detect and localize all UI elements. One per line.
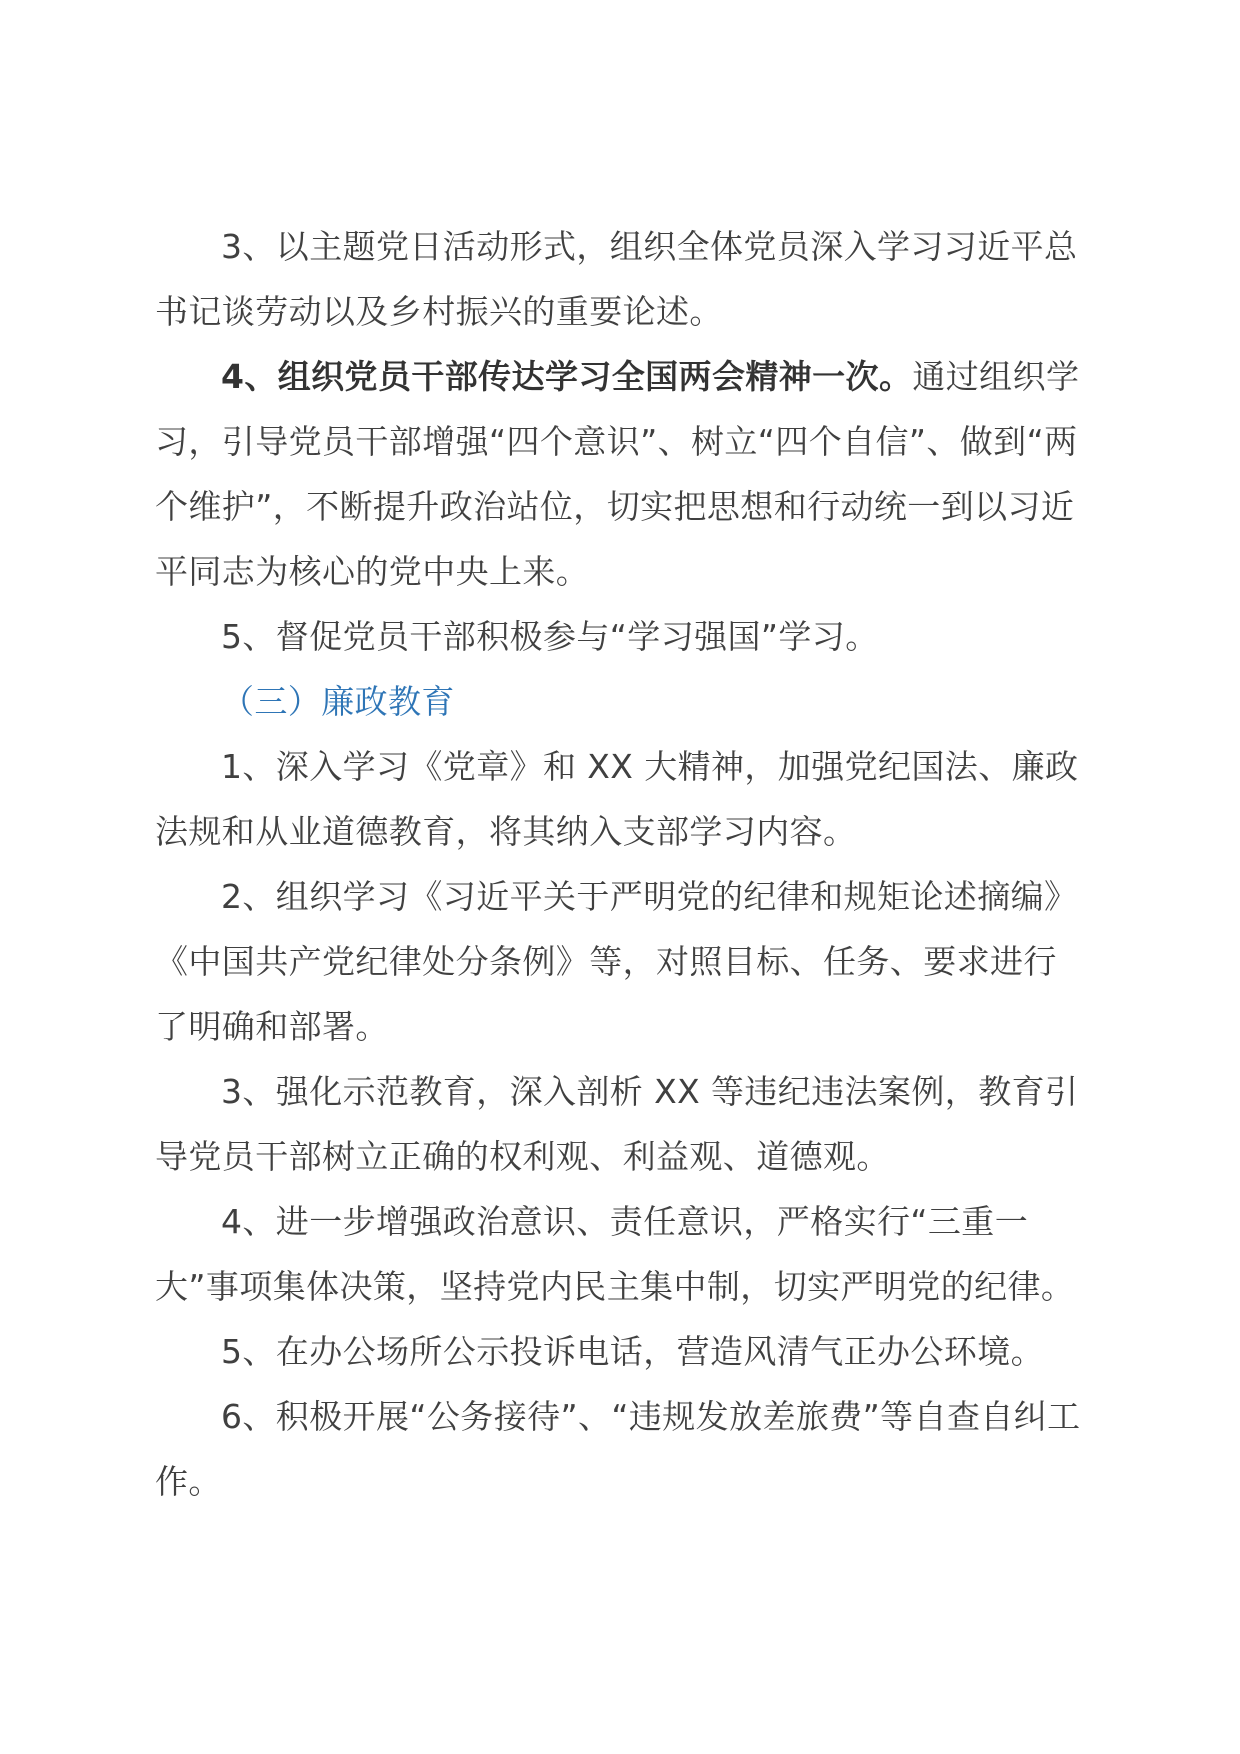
paragraph-bold-lead: 4、组织党员干部传达学习全国两会精神一次。 (221, 357, 913, 396)
document-body (155, 214, 1085, 1514)
paragraph-integrity-item-3 (155, 1059, 1085, 1189)
paragraph-text: 2、组织学习《习近平关于严明党的纪律和规矩论述摘编》《中国共产党纪律处分条例》等，对照目标、任务、要求进行了明确和部署。 (155, 877, 1078, 1046)
paragraph-text: 5、督促党员干部积极参与“学习强国”学习。 (221, 617, 879, 656)
paragraph-text: 5、在办公场所公示投诉电话，营造风清气正办公环境。 (221, 1332, 1044, 1371)
paragraph-text: 通过组织学习，引导党员干部增强“四个意识”、树立“四个自信”、做到“两个维护”，不断提升政治站位，切实把思想和行动统一到以习近平同志为核心的党中央上来。 (155, 357, 1080, 591)
paragraph-integrity-item-6 (155, 1384, 1085, 1514)
section-heading-text: （三）廉政教育 (221, 682, 455, 721)
paragraph-integrity-item-1 (155, 734, 1085, 864)
paragraph-text: 4、进一步增强政治意识、责任意识，严格实行“三重一大”事项集体决策，坚持党内民主集中制，切实严明党的纪律。 (155, 1202, 1075, 1306)
paragraph-integrity-item-2 (155, 864, 1085, 1059)
paragraph-text: 1、深入学习《党章》和 XX 大精神，加强党纪国法、廉政法规和从业道德教育，将其纳入支部学习内容。 (155, 747, 1079, 851)
section-heading-integrity-education (155, 669, 1085, 734)
paragraph-item-4-two-sessions (155, 344, 1085, 604)
paragraph-text: 3、强化示范教育，深入剖析 XX 等违纪违法案例，教育引导党员干部树立正确的权利观、利益观、道德观。 (155, 1072, 1079, 1176)
paragraph-text: 6、积极开展“公务接待”、“违规发放差旅费”等自查自纠工作。 (155, 1397, 1081, 1501)
paragraph-integrity-item-4 (155, 1189, 1085, 1319)
paragraph-integrity-item-5 (155, 1319, 1085, 1384)
paragraph-text: 3、以主题党日活动形式，组织全体党员深入学习习近平总书记谈劳动以及乡村振兴的重要论述。 (155, 227, 1078, 331)
paragraph-item-3-theme-day (155, 214, 1085, 344)
paragraph-item-5-study-app (155, 604, 1085, 669)
